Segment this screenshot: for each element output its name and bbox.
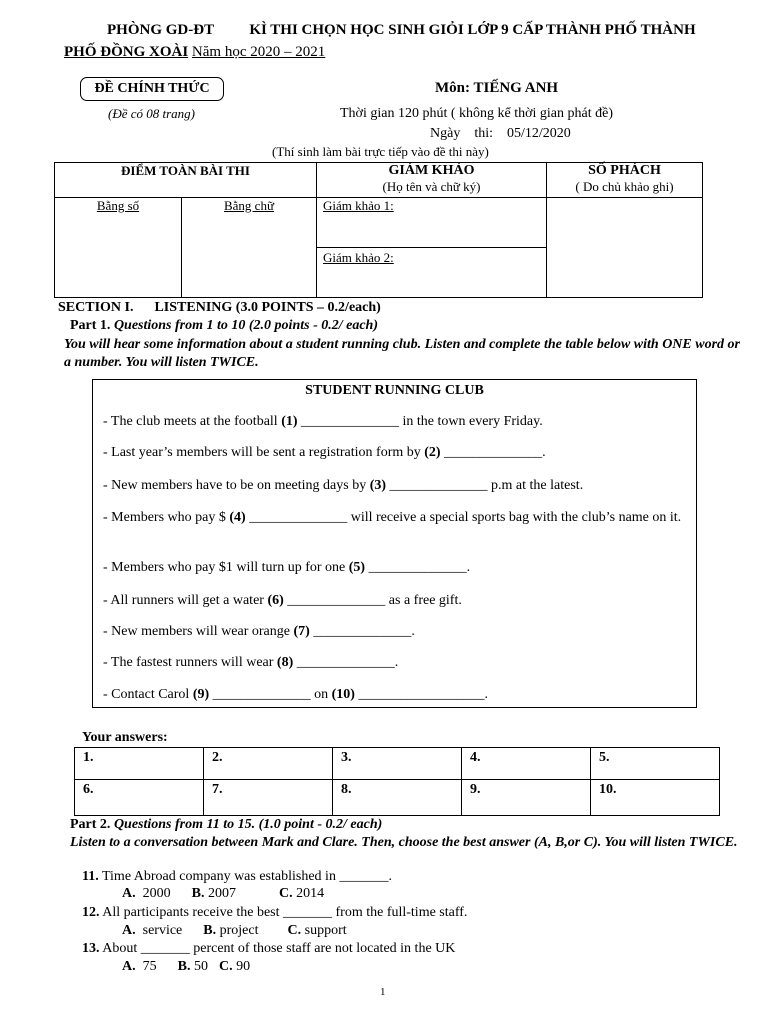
line-text: - New members will wear orange <box>103 624 294 639</box>
question-text: About _______ percent of those staff are not located in the UK <box>102 941 456 956</box>
answer-blank[interactable]: ______________ p.m at the latest. <box>386 478 584 493</box>
club-line-3 <box>103 477 688 495</box>
instruction: (Thí sinh làm bài trực tiếp vào đề thi này) <box>272 144 489 159</box>
club-line-2 <box>103 444 688 462</box>
option-b[interactable]: B. 2007 <box>191 886 236 901</box>
school-year: Năm học 2020 – 2021 <box>191 44 326 60</box>
answer-blank[interactable]: __________________. <box>354 687 488 702</box>
question-number: 11. <box>82 869 99 884</box>
part1-description: You will hear some information about a student running club. Listen and complete the table below with ONE word or a number. You will listen TWICE. <box>64 337 740 370</box>
answer-blank[interactable]: ______________. <box>365 560 471 575</box>
answer-cell[interactable]: 10. <box>591 780 720 816</box>
question-number: (2) <box>424 445 441 460</box>
option-a[interactable]: A. service <box>122 923 183 938</box>
question-text: Time Abroad company was established in _______. <box>101 869 392 884</box>
answer-blank[interactable]: ______________. <box>309 624 415 639</box>
option-a[interactable]: A. 75 <box>122 959 157 974</box>
page-number: 1 <box>380 986 386 998</box>
examiner1-cell[interactable] <box>317 198 547 248</box>
examiner-title: GIÁM KHẢO <box>388 163 475 178</box>
subject: Môn: TIẾNG ANH <box>435 80 559 96</box>
line-text: - Contact Carol <box>103 687 193 702</box>
your-answers-label: Your answers: <box>82 730 168 745</box>
club-title: STUDENT RUNNING CLUB <box>305 383 484 398</box>
answer-blank[interactable]: ______________ as a free gift. <box>283 593 462 608</box>
answer-cell[interactable]: 9. <box>462 780 591 816</box>
answer-cell[interactable]: 1. <box>75 748 204 780</box>
examiner1-label: Giám khảo 1: <box>323 198 394 213</box>
score-number-label: Bằng số <box>96 198 140 213</box>
official-badge: ĐỀ CHÍNH THỨC <box>80 77 224 101</box>
option-c[interactable]: C. support <box>287 923 347 938</box>
option-c[interactable]: C. 2014 <box>278 886 325 901</box>
option-c[interactable]: C. 90 <box>218 959 251 974</box>
examiner2-label: Giám khảo 2: <box>323 250 394 265</box>
score-words-label: Bằng chữ <box>223 198 274 213</box>
answer-blank[interactable]: ______________. <box>440 445 546 460</box>
line-text: - All runners will get a water <box>103 593 268 608</box>
answer-cell[interactable]: 4. <box>462 748 591 780</box>
score-words-cell[interactable] <box>182 198 317 298</box>
part2-heading <box>70 817 382 833</box>
part2-description: Listen to a conversation between Mark and Clare. Then, choose the best answer (A, B,or C). You will listen TWICE. <box>70 835 738 850</box>
answer-cell[interactable]: 7. <box>204 780 333 816</box>
club-line-4 <box>103 509 688 527</box>
part2-title: Questions from 11 to 15. (1.0 point - 0.2/ each) <box>113 817 383 832</box>
score-table <box>54 162 703 298</box>
exam-time: Thời gian 120 phút ( không kể thời gian phát đề) <box>340 106 613 121</box>
exam-header-line2 <box>64 44 325 61</box>
exam-title: KÌ THI CHỌN HỌC SINH GIỎI LỚP 9 CẤP THÀNH PHỐ THÀNH <box>249 22 696 38</box>
question-11-options <box>122 886 324 902</box>
department: PHÒNG GD-ĐT <box>107 22 214 38</box>
exam-date: Ngày thi: 05/12/2020 <box>430 126 571 141</box>
option-a[interactable]: A. 2000 <box>122 886 171 901</box>
question-number: 13. <box>82 941 100 956</box>
line-text: - The fastest runners will wear <box>103 655 277 670</box>
question-11 <box>82 869 392 885</box>
line-text: - Members who pay $ <box>103 510 230 525</box>
question-number: 12. <box>82 905 100 920</box>
question-number: (9) <box>192 687 210 702</box>
question-number: (8) <box>276 655 294 670</box>
exam-header <box>107 22 696 39</box>
pages-note: (Đề có 08 trang) <box>108 106 196 121</box>
line-text: - The club meets at the football <box>103 414 282 429</box>
answer-cell[interactable]: 3. <box>333 748 462 780</box>
question-number: (1) <box>281 414 298 429</box>
part1-label: Part 1. <box>70 318 111 333</box>
question-number: (7) <box>293 624 310 639</box>
club-line-5 <box>103 559 688 577</box>
line-text: - Last year’s members will be sent a registration form by <box>103 445 425 460</box>
answer-blank[interactable]: ______________. <box>293 655 399 670</box>
section1-title: SECTION I. LISTENING (3.0 POINTS – 0.2/each) <box>58 300 381 315</box>
answer-cell[interactable]: 5. <box>591 748 720 780</box>
total-score-header: ĐIỂM TOÀN BÀI THI <box>55 163 317 198</box>
answer-grid <box>74 747 720 816</box>
examiner-header <box>317 163 547 198</box>
club-line-1 <box>103 413 688 431</box>
question-13 <box>82 941 455 957</box>
club-line-8 <box>103 654 688 672</box>
question-12 <box>82 905 467 921</box>
code-header <box>547 163 703 198</box>
question-text: All participants receive the best _______ from the full-time staff. <box>102 905 468 920</box>
part2-label: Part 2. <box>70 817 111 832</box>
city-name: PHỐ ĐỒNG XOÀI <box>64 44 189 60</box>
part1-title: Questions from 1 to 10 (2.0 points - 0.2/ each) <box>113 318 379 333</box>
option-b[interactable]: B. 50 <box>177 959 208 974</box>
club-line-9 <box>103 686 688 704</box>
part1-heading <box>70 318 378 334</box>
code-cell[interactable] <box>547 198 703 298</box>
line-text: - Members who pay $1 will turn up for one <box>103 560 349 575</box>
question-number: (5) <box>348 560 366 575</box>
question-12-options <box>122 923 347 939</box>
answer-blank[interactable]: ______________ in the town every Friday. <box>297 414 543 429</box>
answer-cell[interactable]: 8. <box>333 780 462 816</box>
examiner2-cell[interactable] <box>317 248 547 298</box>
answer-blank[interactable]: ______________ on <box>209 687 332 702</box>
club-line-6 <box>103 592 688 610</box>
answer-cell[interactable]: 6. <box>75 780 204 816</box>
line-text: - New members have to be on meeting days by <box>103 478 370 493</box>
question-number: (4) <box>229 510 246 525</box>
question-number: (3) <box>369 478 387 493</box>
answer-blank[interactable]: ______________ will receive a special sports bag with the club’s name on it. <box>245 510 682 525</box>
code-title: SỐ PHÁCH <box>588 163 661 178</box>
code-subtitle: ( Do chủ khảo ghi) <box>575 179 674 194</box>
club-info-box <box>92 379 697 708</box>
question-13-options <box>122 959 250 975</box>
examiner-subtitle: (Họ tên và chữ ký) <box>382 179 481 194</box>
club-line-7 <box>103 623 688 641</box>
option-b[interactable]: B. project <box>203 923 259 938</box>
question-number: (10) <box>331 687 355 702</box>
question-number: (6) <box>267 593 284 608</box>
score-number-cell[interactable] <box>55 198 182 298</box>
answer-cell[interactable]: 2. <box>204 748 333 780</box>
